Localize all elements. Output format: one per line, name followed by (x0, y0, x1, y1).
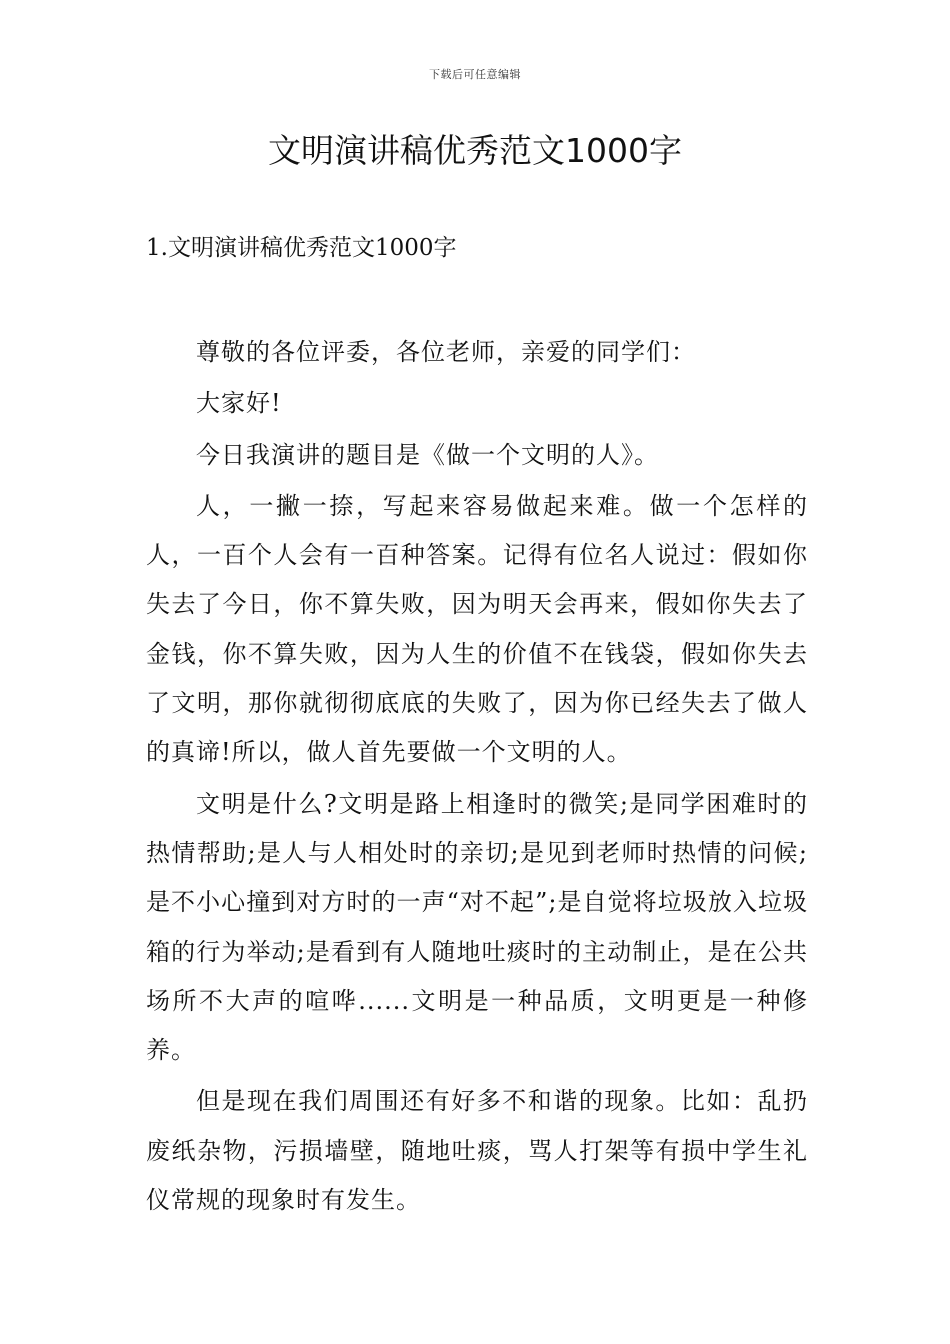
header-note: 下载后可任意编辑 (429, 68, 521, 81)
paragraph-topic: 今日我演讲的题目是《做一个文明的人》。 (196, 440, 659, 469)
document-body (146, 328, 808, 1227)
paragraph-what-is-civility: 文明是什么?文明是路上相逢时的微笑;是同学困难时的热情帮助;是人与人相处时的亲切;是见到老师时热情的问候;是不小心撞到对方时的一声“对不起”;是自觉将垃圾放入垃圾箱的行为举动;是看到有人随地吐痰时的主动制止，是在公共场所不大声的喧哗......文明是一种品质，文明更是一种修养。 (146, 789, 808, 1065)
paragraph-current-issues: 但是现在我们周围还有好多不和谐的现象。比如：乱扔废纸杂物，污损墙壁，随地吐痰，骂人打架等有损中学生礼仪常规的现象时有发生。 (146, 1087, 808, 1215)
paragraph-being-human: 人，一撇一捺，写起来容易做起来难。做一个怎样的人，一百个人会有一百种答案。记得有位名人说过：假如你失去了今日，你不算失败，因为明天会再来，假如你失去了金钱，你不算失败，因为人生的价值不在钱袋，假如你失去了文明，那你就彻彻底底的失败了，因为你已经失去了做人的真谛!所以，做人首先要做一个文明的人。 (146, 491, 808, 767)
paragraph-hello: 大家好! (196, 389, 282, 418)
document-title: 文明演讲稿优秀范文1000字 (268, 131, 682, 170)
section-heading: 1.文明演讲稿优秀范文1000字 (146, 235, 457, 261)
paragraph-greeting: 尊敬的各位评委，各位老师，亲爱的同学们： (196, 338, 696, 366)
